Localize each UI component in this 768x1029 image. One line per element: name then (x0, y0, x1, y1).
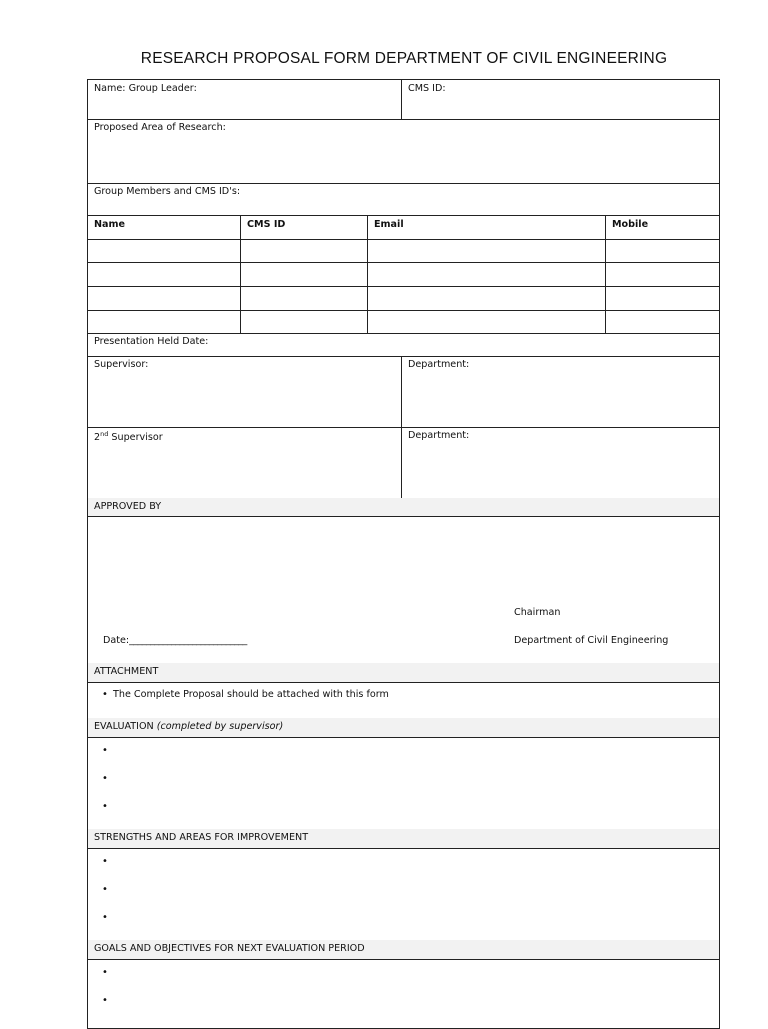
divider (367, 310, 368, 333)
divider (367, 262, 368, 286)
approved-by-header (87, 498, 720, 517)
evaluation-header (87, 718, 720, 738)
divider (401, 427, 402, 498)
divider (401, 80, 402, 119)
divider (240, 310, 241, 333)
second-supervisor-row (87, 427, 720, 499)
supervisor-row (87, 356, 720, 428)
bullet: • (102, 967, 108, 978)
table-row (87, 239, 720, 263)
chairman-department-label: Department of Civil Engineering (514, 635, 669, 646)
bullet: • (102, 856, 108, 867)
divider (605, 239, 606, 262)
group-leader-row (87, 79, 720, 120)
table-row (87, 286, 720, 311)
attachment-header (87, 663, 720, 683)
proposed-area-label: Proposed Area of Research: (94, 122, 226, 133)
table-row (87, 310, 720, 334)
bullet: • (102, 745, 108, 756)
divider (240, 239, 241, 262)
goals-header (87, 940, 720, 960)
divider (605, 286, 606, 310)
presentation-date-label: Presentation Held Date: (94, 336, 209, 347)
chairman-label: Chairman (514, 607, 561, 618)
column-header-email: Email (374, 219, 404, 230)
evaluation-section (87, 737, 720, 830)
goals-title: GOALS AND OBJECTIVES FOR NEXT EVALUATION PERIOD (94, 943, 365, 954)
divider (401, 356, 402, 427)
second-supervisor-label: 2nd Supervisor (94, 430, 163, 444)
group-members-label: Group Members and CMS ID's: (94, 186, 241, 197)
strengths-header (87, 829, 720, 849)
column-header-mobile: Mobile (612, 219, 649, 230)
attachment-note: The Complete Proposal should be attached with this form (113, 689, 389, 700)
divider (367, 286, 368, 310)
bullet: • (102, 884, 108, 895)
group-members-row (87, 183, 720, 216)
goals-section (87, 959, 720, 1029)
strengths-section (87, 848, 720, 941)
evaluation-title: EVALUATION (completed by supervisor) (94, 721, 284, 732)
divider (240, 262, 241, 286)
members-table-header (87, 215, 720, 240)
bullet: • (102, 801, 108, 812)
divider (240, 286, 241, 310)
approved-by-title: APPROVED BY (94, 501, 162, 512)
attachment-section (87, 682, 720, 719)
divider (605, 215, 606, 239)
divider (605, 310, 606, 333)
bullet: • (102, 773, 108, 784)
leader-cms-id-label: CMS ID: (408, 83, 446, 94)
divider (367, 239, 368, 262)
bullet: • (102, 995, 108, 1006)
attachment-title: ATTACHMENT (94, 666, 159, 677)
bullet: • (102, 689, 108, 700)
presentation-date-row (87, 333, 720, 357)
bullet: • (102, 912, 108, 923)
table-row (87, 262, 720, 287)
column-header-cms-id: CMS ID (247, 219, 286, 230)
supervisor-label: Supervisor: (94, 359, 149, 370)
date-label: Date:____________________________ (103, 635, 247, 646)
divider (367, 215, 368, 239)
approved-by-section (87, 516, 720, 664)
divider (605, 262, 606, 286)
strengths-title: STRENGTHS AND AREAS FOR IMPROVEMENT (94, 832, 309, 843)
proposed-area-row (87, 119, 720, 184)
second-supervisor-department-label: Department: (408, 430, 470, 441)
supervisor-department-label: Department: (408, 359, 470, 370)
divider (240, 215, 241, 239)
group-leader-label: Name: Group Leader: (94, 83, 197, 94)
form-title: RESEARCH PROPOSAL FORM DEPARTMENT OF CIVIL ENGINEERING (140, 50, 668, 67)
column-header-name: Name (94, 219, 126, 230)
